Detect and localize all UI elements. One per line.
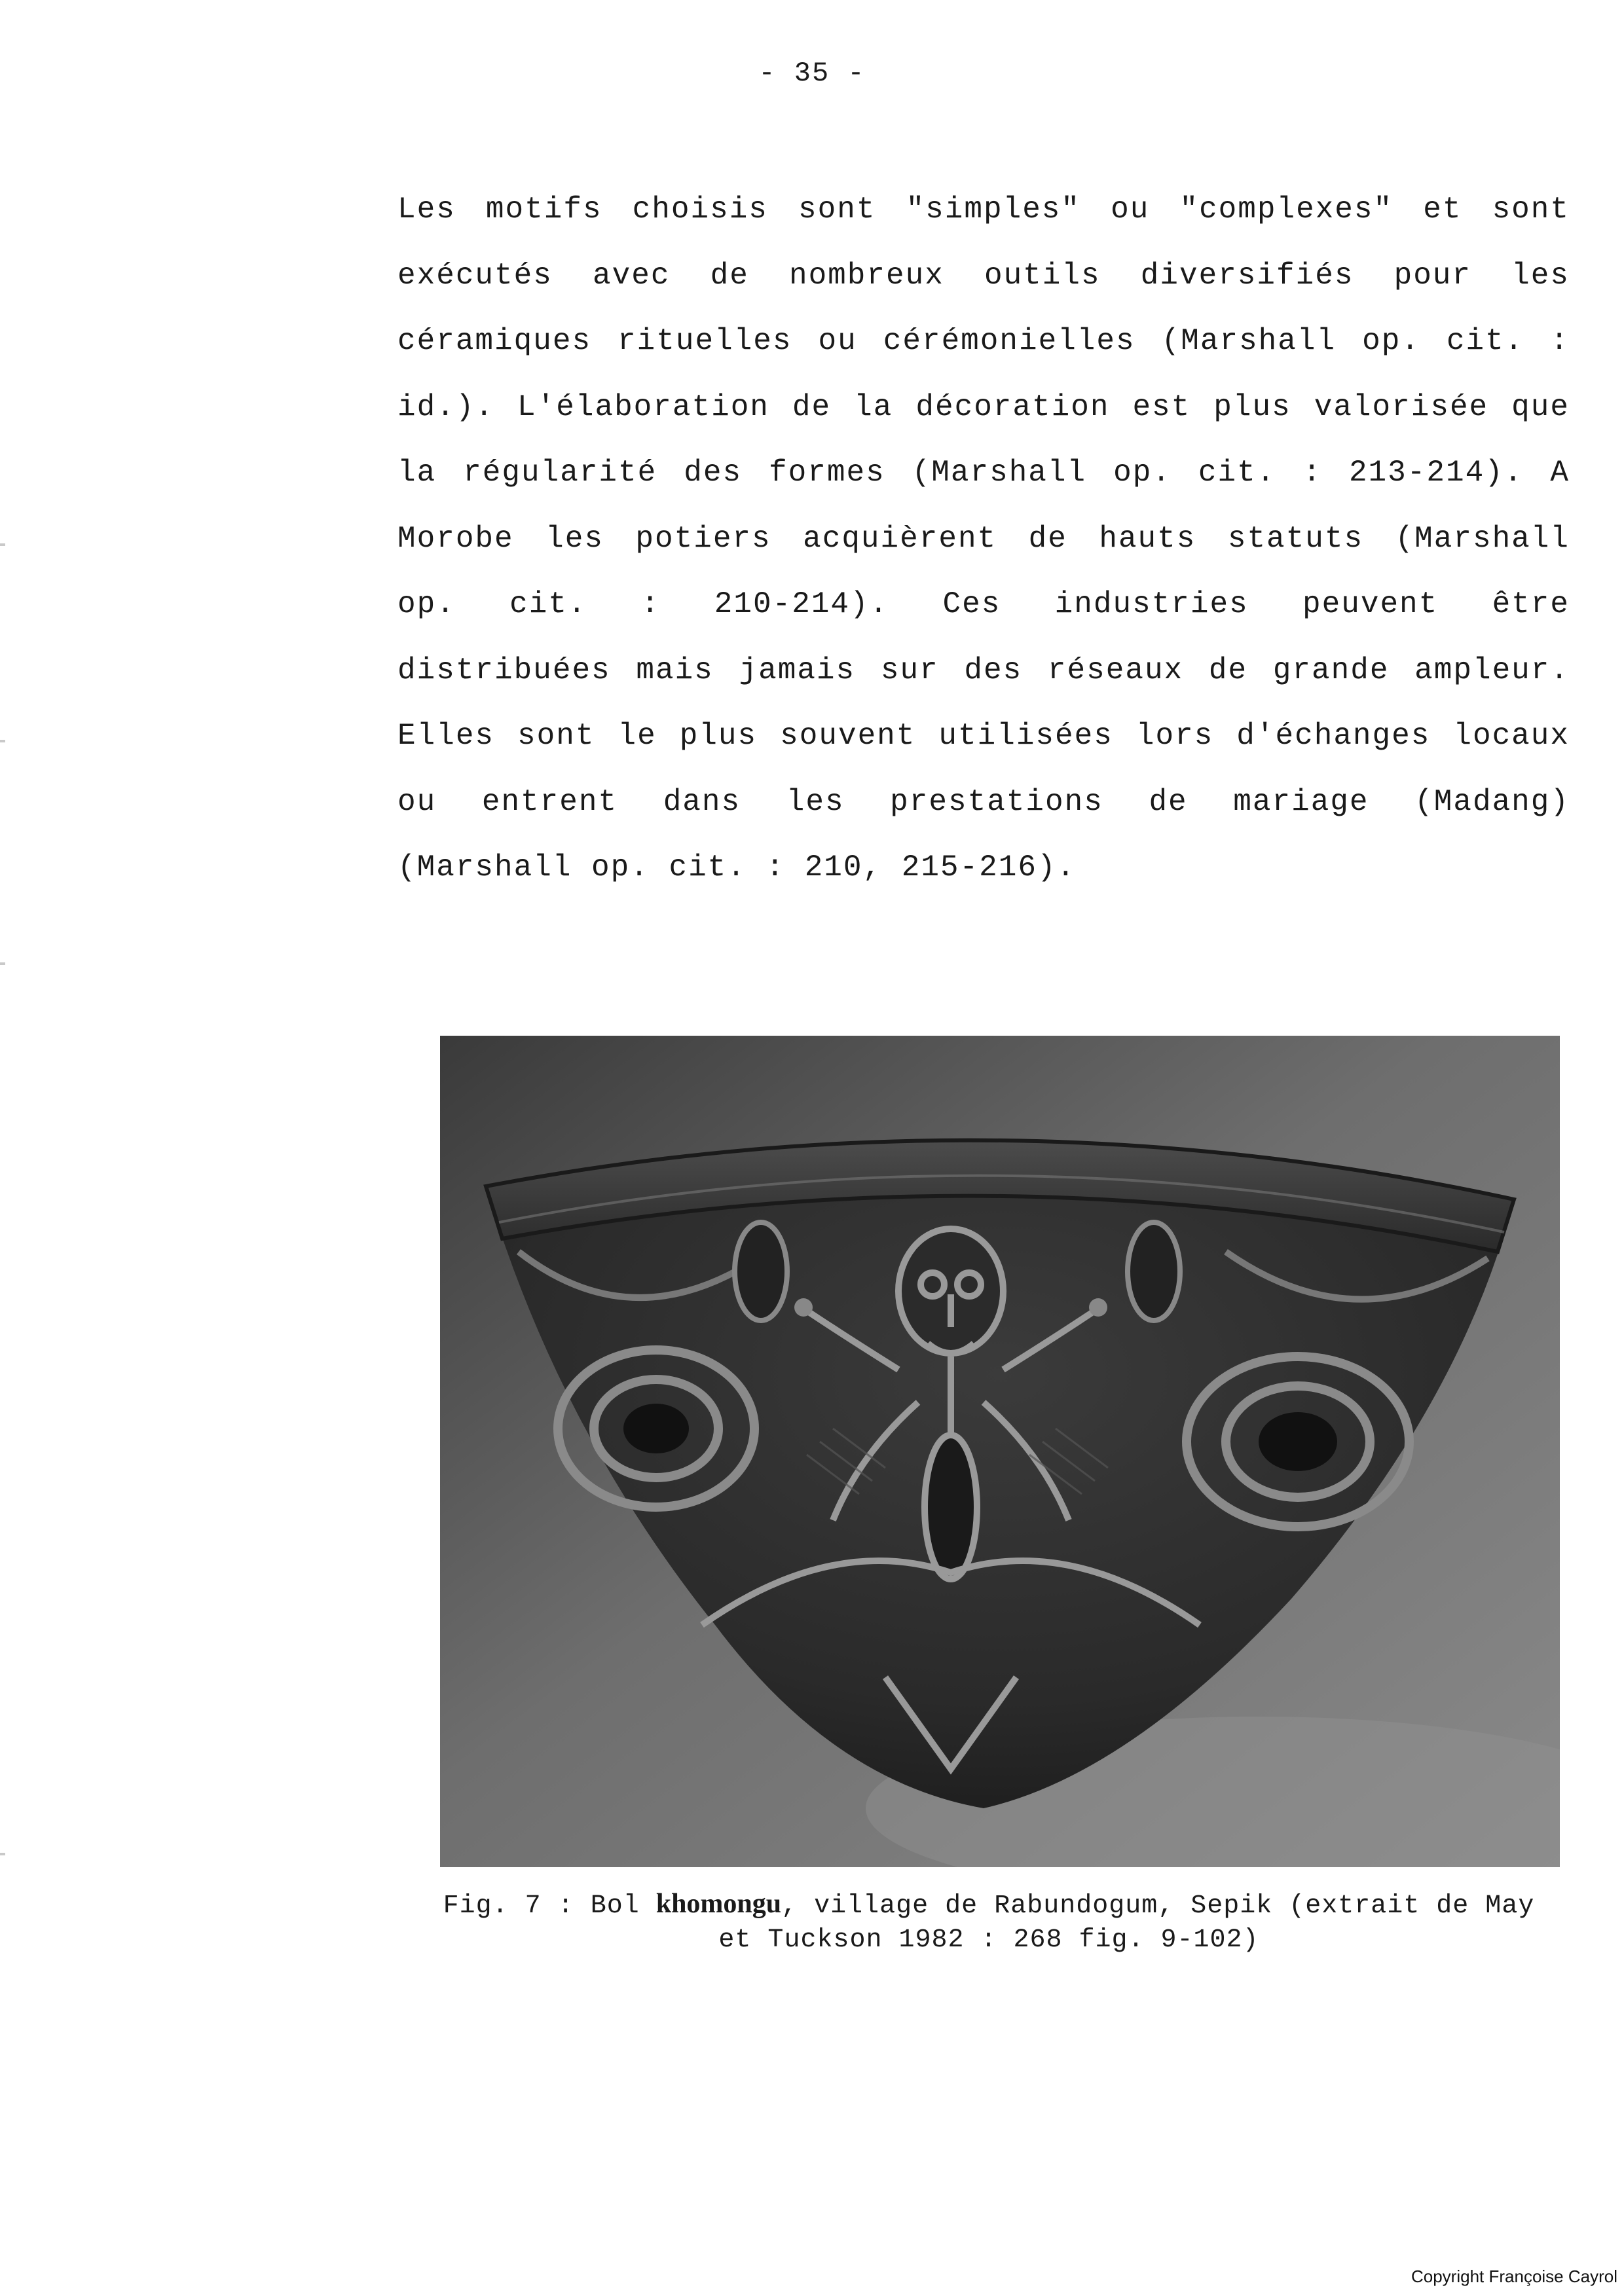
margin-scan-mark: [0, 1853, 5, 1855]
copyright-notice: Copyright Françoise Cayrol: [1411, 2267, 1617, 2286]
text-line: Morobe les potiers acquièrent de hauts statuts (Marshall: [397, 521, 1570, 556]
text-line: la régularité des formes (Marshall op. cit. : 213-214). A: [397, 456, 1570, 490]
text-line: id.). L'élaboration de la décoration est plus valorisée que: [397, 390, 1570, 424]
text-line: Les motifs choisis sont "simples" ou "complexes" et sont: [397, 192, 1570, 227]
text-line: ou entrent dans les prestations de mariage (Madang): [397, 784, 1570, 819]
margin-scan-mark: [0, 962, 5, 965]
margin-scan-mark: [0, 740, 5, 742]
figure-photo-khomongu-bowl: [440, 1036, 1560, 1867]
text-line: Elles sont le plus souvent utilisées lors d'échanges locaux: [397, 719, 1570, 753]
text-line: distribuées mais jamais sur des réseaux de grande ampleur.: [397, 653, 1570, 687]
text-line: exécutés avec de nombreux outils diversifiés pour les: [397, 258, 1570, 293]
caption-prefix: Fig. 7 : Bol: [443, 1891, 656, 1921]
figure-caption: [393, 1887, 1585, 1958]
body-paragraph: [397, 177, 1570, 901]
text-line: op. cit. : 210-214). Ces industries peuvent être: [397, 587, 1570, 621]
caption-line-2: et Tuckson 1982 : 268 fig. 9-102): [718, 1925, 1259, 1955]
caption-line-1: [393, 1887, 1585, 1923]
text-line: céramiques rituelles ou cérémonielles (Marshall op. cit. :: [397, 324, 1570, 358]
caption-term: khomongu: [655, 1889, 782, 1919]
caption-rest: , village de Rabundogum, Sepik (extrait de May: [781, 1891, 1535, 1921]
margin-scan-mark: [0, 543, 5, 546]
text-line: (Marshall op. cit. : 210, 215-216).: [397, 850, 1077, 884]
page-number: - 35 -: [758, 58, 866, 89]
